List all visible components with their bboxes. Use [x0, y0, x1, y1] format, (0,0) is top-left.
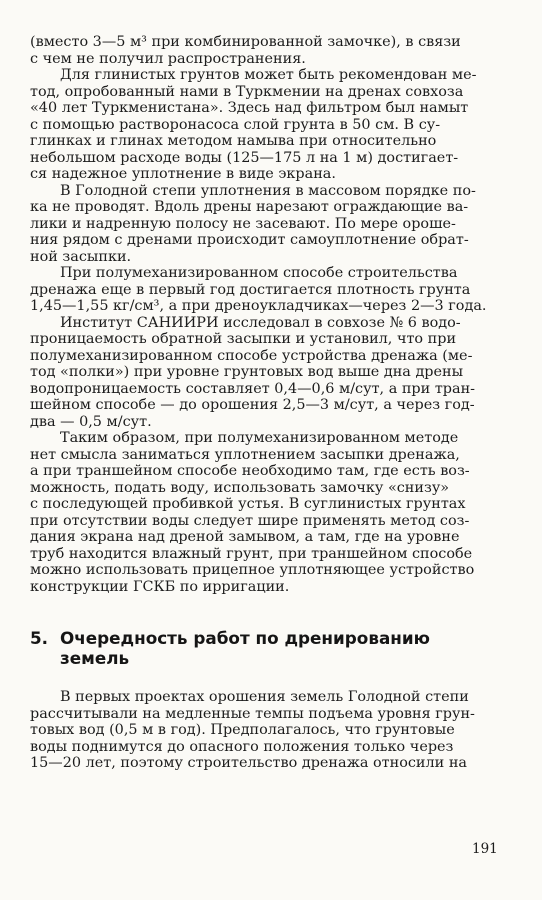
- text-line: Для глинистых грунтов может быть рекомендован ме-: [60, 67, 477, 83]
- text-line: 1,45—1,55 кг/см³, а при дреноукладчиках—через 2—3 года.: [30, 298, 487, 314]
- paragraph: [30, 265, 504, 315]
- section-heading-row-2: [30, 648, 504, 668]
- text-line: В Голодной степи уплотнения в массовом порядке по-: [60, 182, 476, 199]
- text-line: тод, опробованный нами в Туркмении на дренах совхоза: [30, 83, 464, 100]
- text-line: шейном способе — до орошения 2,5—3 м/сут, а через год-: [30, 397, 475, 413]
- paragraph: [30, 315, 504, 431]
- paragraph: [30, 689, 504, 772]
- text-line: с последующей пробивкой устья. В суглинистых грунтах: [30, 496, 466, 512]
- paragraph: [30, 183, 504, 266]
- text-line: 15—20 лет, поэтому строительство дренажа относили на: [30, 755, 467, 771]
- text-line: лики и надренную полосу не засевают. По мере ороше-: [30, 215, 456, 232]
- text-line: два — 0,5 м/сут.: [30, 413, 152, 430]
- text-line: с чем не получил распространения.: [30, 50, 306, 67]
- section-number: 5.: [30, 628, 49, 648]
- text-line: конструкции ГСКБ по ирригации.: [30, 578, 290, 595]
- page-number: 191: [472, 841, 498, 857]
- text-line: ка не проводят. Вдоль дрены нарезают ограждающие ва-: [30, 199, 469, 215]
- text-line: При полумеханизированном способе строительства: [60, 265, 458, 281]
- text-line: воды поднимутся до опасного положения только через: [30, 738, 454, 755]
- section-title-line-2: земель: [60, 648, 130, 668]
- text-line: Таким образом, при полумеханизированном методе: [60, 430, 459, 446]
- paragraph: [30, 34, 504, 67]
- text-line: В первых проектах орошения земель Голодной степи: [60, 689, 469, 705]
- text-line: можность, подать воду, использовать замочку «снизу»: [30, 479, 450, 496]
- text-line: товых вод (0,5 м в год). Предполагалось, что грунтовые: [30, 722, 455, 738]
- paragraph: [30, 67, 504, 183]
- text-line: Институт САНИИРИ исследовал в совхозе № 6 водо-: [60, 314, 461, 331]
- text-line: тод «полки») при уровне грунтовых вод выше дна дрены: [30, 364, 464, 380]
- text-line: дренажа еще в первый год достигается плотность грунта: [30, 281, 471, 298]
- text-line: труб находится влажный грунт, при траншейном способе: [30, 545, 473, 562]
- section-title-line-1: Очередность работ по дренированию: [60, 628, 430, 648]
- text-line: полумеханизированном способе устройства дренажа (ме-: [30, 347, 473, 364]
- text-line: нет смысла заниматься уплотнением засыпки дренажа,: [30, 446, 460, 463]
- text-line: при отсутствии воды следует шире применять метод соз-: [30, 512, 470, 529]
- text-line: «40 лет Туркменистана». Здесь над фильтром был намыт: [30, 100, 469, 116]
- text-line: дания экрана над дреной замывом, а там, где на уровне: [30, 529, 460, 545]
- page-text-block: [30, 34, 504, 772]
- text-line: ной засыпки.: [30, 248, 132, 265]
- body-text-before-section: [30, 34, 504, 595]
- text-line: небольшом расходе воды (125—175 л на 1 м) достигает-: [30, 149, 459, 166]
- text-line: рассчитывали на медленные темпы подъема уровня грун-: [30, 705, 475, 722]
- text-line: ся надежное уплотнение в виде экрана.: [30, 166, 336, 182]
- text-line: глинках и глинах методом намыва при относительно: [30, 133, 437, 149]
- section-heading: [30, 628, 504, 668]
- text-line: а при траншейном способе необходимо там, где есть воз-: [30, 463, 470, 479]
- text-line: (вместо 3—5 м³ при комбинированной замочке), в связи: [30, 34, 461, 50]
- text-line: водопроницаемость составляет 0,4—0,6 м/сут, а при тран-: [30, 380, 476, 397]
- text-line: ния рядом с дренами происходит самоуплотнение обрат-: [30, 232, 469, 248]
- paragraph: [30, 430, 504, 595]
- body-text-after-section: [30, 689, 504, 772]
- text-line: с помощью растворонасоса слой грунта в 50 см. В су-: [30, 116, 441, 133]
- section-heading-row-1: [30, 628, 504, 648]
- text-line: можно использовать прицепное уплотняющее устройство: [30, 562, 475, 578]
- text-line: проницаемость обратной засыпки и установил, что при: [30, 331, 457, 347]
